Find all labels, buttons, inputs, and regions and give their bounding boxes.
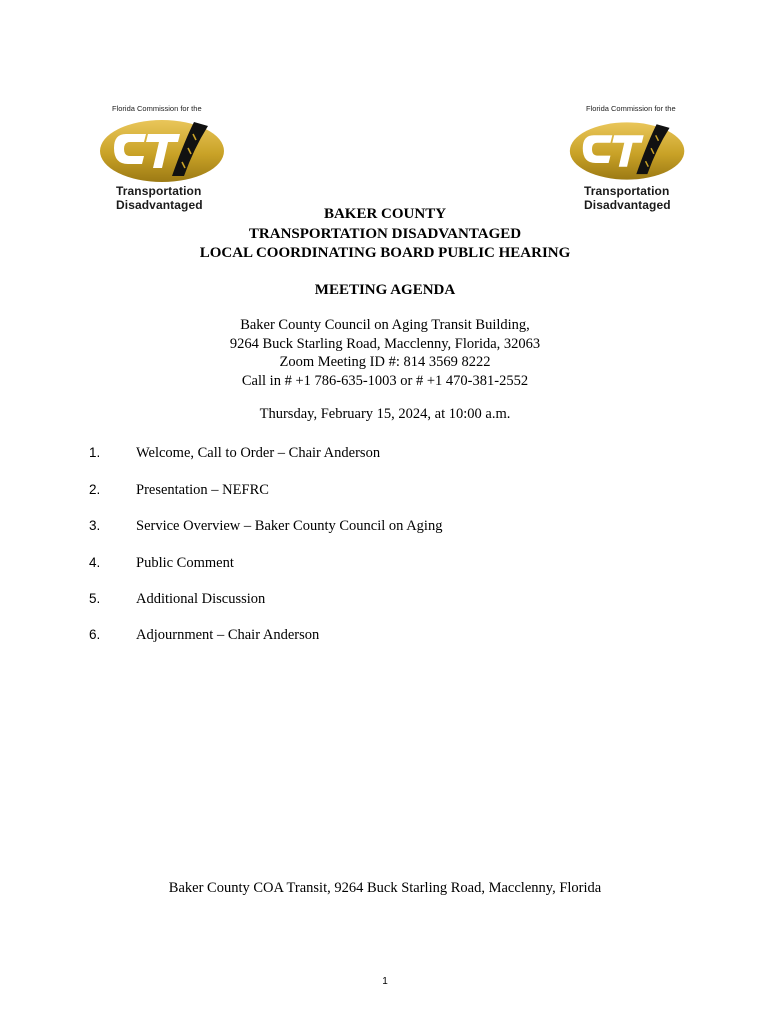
- logo-line-transportation: Transportation: [584, 184, 670, 198]
- ctd-logo-mark: [568, 118, 688, 184]
- meeting-location: [0, 316, 770, 390]
- agenda-item: [0, 627, 770, 647]
- agenda-heading: MEETING AGENDA: [314, 282, 456, 298]
- meeting-datetime: Thursday, February 15, 2024, at 10:00 a.m.: [259, 406, 511, 422]
- title-line-program: TRANSPORTATION DISADVANTAGED: [248, 225, 522, 242]
- ctd-logo-left: [98, 104, 228, 214]
- agenda-item-text: Public Comment: [136, 555, 234, 571]
- agenda-item: [0, 445, 770, 465]
- title-line-board: LOCAL COORDINATING BOARD PUBLIC HEARING: [199, 245, 571, 261]
- call-in-numbers: Call in # +1 786-635-1003 or # +1 470-381-2552: [241, 372, 529, 389]
- agenda-item-number: 5.: [89, 591, 101, 606]
- ctd-logo-right: [560, 104, 690, 214]
- agenda-item: [0, 482, 770, 502]
- location-address: 9264 Buck Starling Road, Macclenny, Florida, 32063: [229, 335, 541, 352]
- ctd-logo-mark: [98, 118, 228, 184]
- logo-line-transportation: Transportation: [116, 184, 202, 198]
- agenda-item-text: Presentation – NEFRC: [136, 482, 269, 498]
- logo-line-disadvantaged: Disadvantaged: [584, 198, 671, 212]
- agenda-item: [0, 518, 770, 538]
- logo-tagline: Florida Commission for the: [112, 104, 202, 113]
- title-line-county: BAKER COUNTY: [323, 206, 447, 222]
- agenda-item-text: Welcome, Call to Order – Chair Anderson: [136, 445, 381, 461]
- agenda-item: [0, 555, 770, 575]
- zoom-meeting-id: Zoom Meeting ID #: 814 3569 8222: [279, 354, 491, 370]
- agenda-item-number: 3.: [89, 518, 101, 533]
- agenda-item-number: 4.: [89, 555, 101, 570]
- document-title: [0, 205, 770, 264]
- agenda-item-number: 2.: [89, 482, 101, 497]
- location-building: Baker County Council on Aging Transit Building,: [240, 317, 530, 333]
- agenda-item: [0, 591, 770, 611]
- agenda-item-number: 6.: [89, 627, 101, 642]
- logo-line-disadvantaged: Disadvantaged: [116, 198, 203, 212]
- logo-tagline: Florida Commission for the: [586, 104, 676, 113]
- agenda-item-text: Additional Discussion: [136, 591, 266, 607]
- agenda-item-text: Service Overview – Baker County Council on Aging: [136, 518, 443, 534]
- footer-address: Baker County COA Transit, 9264 Buck Starling Road, Macclenny, Florida: [168, 880, 602, 896]
- agenda-item-number: 1.: [89, 445, 101, 460]
- agenda-item-text: Adjournment – Chair Anderson: [136, 627, 320, 643]
- page-number: 1: [382, 976, 388, 987]
